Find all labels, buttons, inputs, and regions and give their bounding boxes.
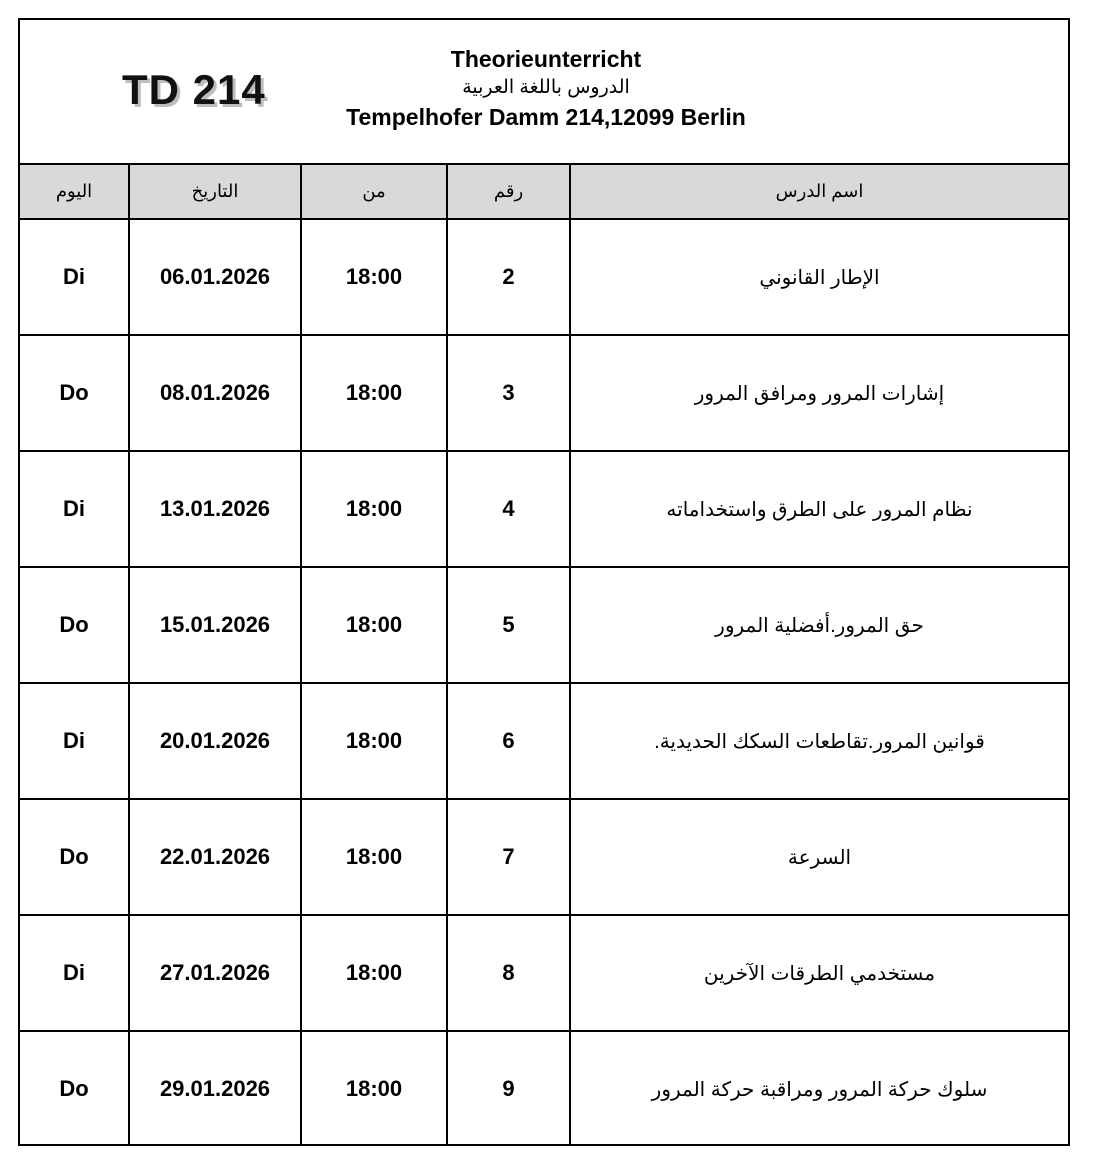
cell-day: Do (20, 799, 129, 915)
page-subtitle-arabic: الدروس باللغة العربية (462, 77, 630, 98)
column-header-day: اليوم (20, 165, 129, 219)
cell-day: Do (20, 567, 129, 683)
column-header-number: رقم (447, 165, 570, 219)
table-row (20, 567, 1068, 683)
page-title: Theorieunterricht (450, 46, 642, 72)
cell-day: Di (20, 683, 129, 799)
header (20, 20, 1068, 165)
cell-date: 13.01.2026 (129, 451, 301, 567)
cell-number: 9 (447, 1031, 570, 1146)
cell-lesson: مستخدمي الطرقات الآخرين (570, 915, 1068, 1031)
cell-date: 08.01.2026 (129, 335, 301, 451)
cell-time: 18:00 (301, 799, 447, 915)
cell-number: 2 (447, 219, 570, 335)
cell-lesson: سلوك حركة المرور ومراقبة حركة المرور (570, 1031, 1068, 1146)
cell-time: 18:00 (301, 335, 447, 451)
cell-lesson: حق المرور.أفضلية المرور (570, 567, 1068, 683)
table-row (20, 335, 1068, 451)
column-header-from: من (301, 165, 447, 219)
table-row (20, 799, 1068, 915)
cell-day: Di (20, 451, 129, 567)
address: Tempelhofer Damm 214,12099 Berlin (346, 104, 746, 130)
cell-day: Di (20, 219, 129, 335)
cell-time: 18:00 (301, 567, 447, 683)
cell-lesson: السرعة (570, 799, 1068, 915)
table-row (20, 915, 1068, 1031)
cell-number: 8 (447, 915, 570, 1031)
table-row (20, 219, 1068, 335)
cell-date: 15.01.2026 (129, 567, 301, 683)
schedule-table (20, 165, 1068, 1146)
table-row (20, 683, 1068, 799)
cell-number: 5 (447, 567, 570, 683)
cell-time: 18:00 (301, 219, 447, 335)
cell-lesson: قوانين المرور.تقاطعات السكك الحديدية. (570, 683, 1068, 799)
cell-number: 4 (447, 451, 570, 567)
cell-time: 18:00 (301, 683, 447, 799)
cell-date: 29.01.2026 (129, 1031, 301, 1146)
cell-number: 7 (447, 799, 570, 915)
cell-day: Do (20, 1031, 129, 1146)
cell-number: 3 (447, 335, 570, 451)
column-header-date: التاريخ (129, 165, 301, 219)
table-row (20, 451, 1068, 567)
cell-time: 18:00 (301, 1031, 447, 1146)
table-row (20, 1031, 1068, 1146)
cell-day: Di (20, 915, 129, 1031)
cell-number: 6 (447, 683, 570, 799)
cell-date: 06.01.2026 (129, 219, 301, 335)
table-header-row (20, 165, 1068, 219)
cell-lesson: نظام المرور على الطرق واستخداماته (570, 451, 1068, 567)
cell-time: 18:00 (301, 451, 447, 567)
cell-date: 22.01.2026 (129, 799, 301, 915)
cell-date: 20.01.2026 (129, 683, 301, 799)
cell-lesson: الإطار القانوني (570, 219, 1068, 335)
cell-day: Do (20, 335, 129, 451)
logo: TD 214 (122, 66, 266, 113)
cell-date: 27.01.2026 (129, 915, 301, 1031)
column-header-lesson: اسم الدرس (570, 165, 1068, 219)
cell-time: 18:00 (301, 915, 447, 1031)
cell-lesson: إشارات المرور ومرافق المرور (570, 335, 1068, 451)
schedule-sheet (18, 18, 1070, 1146)
title-block (246, 44, 846, 132)
